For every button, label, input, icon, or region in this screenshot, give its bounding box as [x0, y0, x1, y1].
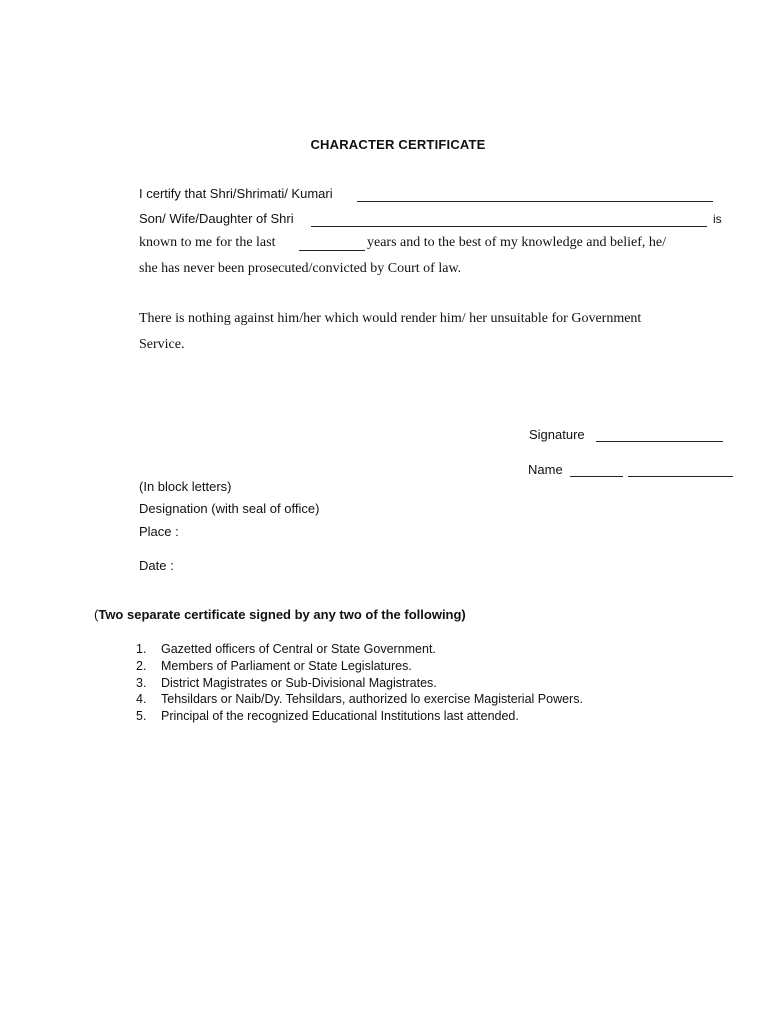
authority-list	[136, 641, 583, 725]
block-letters-text: (In block letters)	[139, 479, 232, 494]
list-item-number: 1.	[136, 642, 147, 656]
parent-name-blank[interactable]	[311, 226, 707, 227]
place-text: Place :	[139, 524, 179, 539]
list-item	[136, 641, 583, 658]
note-heading	[94, 607, 466, 622]
is-text: is	[713, 212, 722, 226]
certificate-title: CHARACTER CERTIFICATE	[310, 137, 486, 152]
list-item-text: Members of Parliament or State Legislatures.	[161, 658, 412, 673]
list-item	[136, 708, 583, 725]
note-heading-text: Two separate certificate signed by any two of the following)	[98, 607, 466, 622]
list-item-number: 5.	[136, 709, 147, 724]
knowledge-text: years and to the best of my knowledge and belief, he/	[367, 235, 666, 250]
unsuitable-text: There is nothing against him/her which would render him/ her unsuitable for Government	[139, 311, 642, 326]
list-item-number: 4.	[136, 692, 147, 707]
list-item-number: 3.	[136, 675, 147, 690]
list-item	[136, 691, 583, 708]
years-blank[interactable]	[299, 250, 365, 251]
list-item	[136, 675, 583, 692]
prosecuted-text: she has never been prosecuted/convicted by Court of law.	[139, 261, 462, 276]
service-text: Service.	[139, 337, 185, 352]
name-blank[interactable]	[357, 201, 713, 202]
designation-text: Designation (with seal of office)	[139, 501, 320, 516]
signature-blank[interactable]	[596, 441, 723, 442]
list-item-text: District Magistrates or Sub-Divisional Magistrates.	[161, 675, 437, 690]
note-open-paren: (	[94, 607, 99, 622]
name-blank-first[interactable]	[570, 476, 623, 477]
list-item-text: Tehsildars or Naib/Dy. Tehsildars, authorized lo exercise Magisterial Powers.	[161, 692, 583, 707]
certify-name-label: I certify that Shri/Shrimati/ Kumari	[139, 186, 333, 201]
list-item-text: Principal of the recognized Educational Institutions last attended.	[161, 709, 519, 724]
list-item-text: Gazetted officers of Central or State Government.	[161, 642, 436, 656]
list-item	[136, 658, 583, 675]
date-text: Date :	[139, 558, 174, 573]
known-for-text: known to me for the last	[139, 235, 276, 250]
name-label: Name	[528, 462, 563, 477]
signature-label: Signature	[529, 427, 585, 442]
list-item-number: 2.	[136, 658, 147, 673]
name-blank-second[interactable]	[628, 476, 733, 477]
parent-name-label: Son/ Wife/Daughter of Shri	[139, 211, 294, 226]
